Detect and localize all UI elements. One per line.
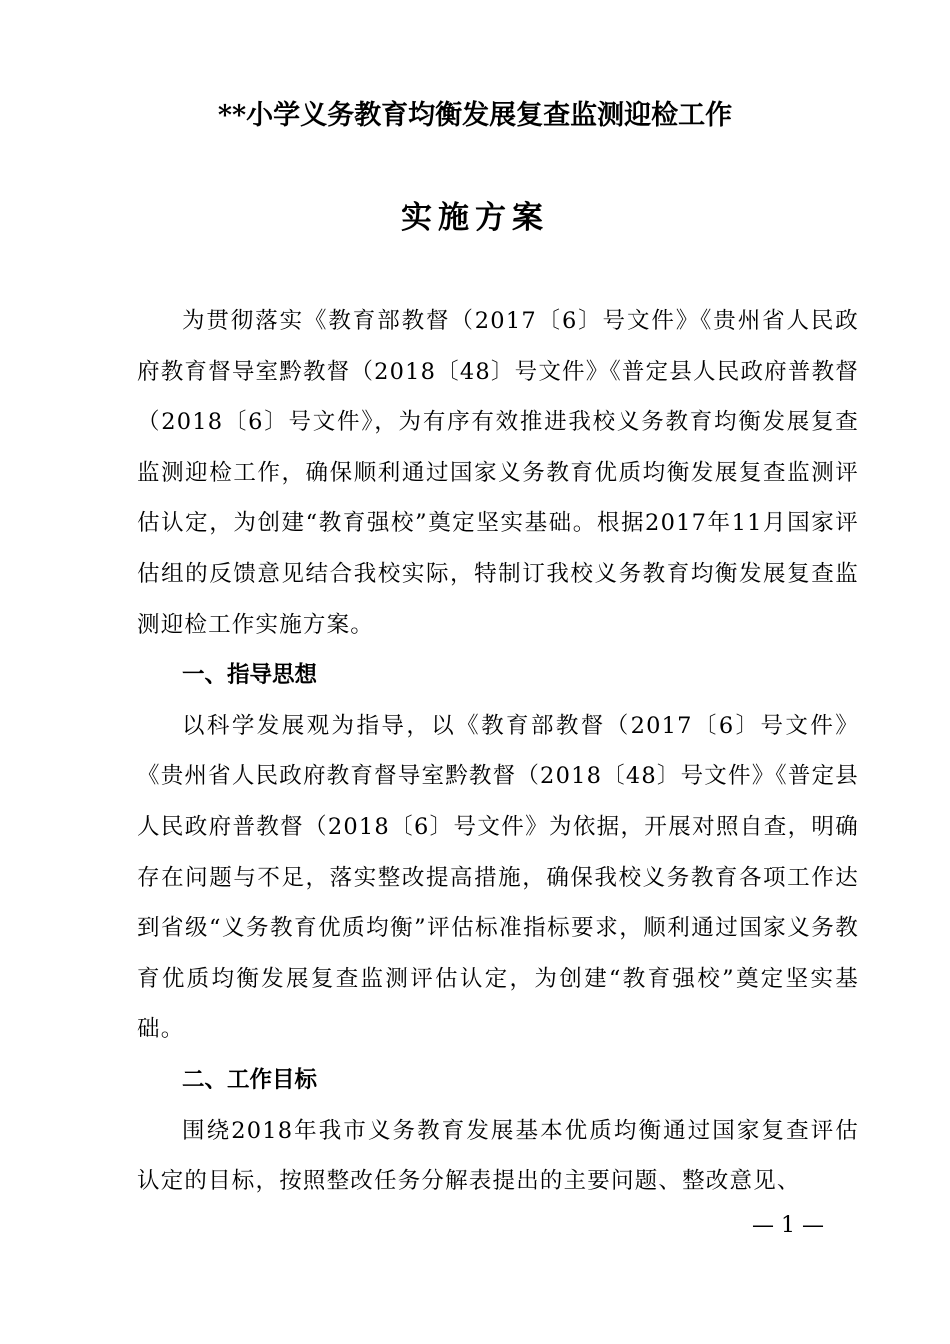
section-heading-guiding-ideology: 一、指导思想: [182, 662, 318, 689]
intro-paragraph: 为贯彻落实《教育部教督（2017〔6〕号文件》《贵州省人民政府教育督导室黔教督（2018〔48〕号文件》《普定县人民政府普教督（2018〔6〕号文件》，为有序有效推进我校义务教育均衡发展复查监测迎检工作，确保顺利通过国家义务教育优质均衡发展复查监测评估认定，为创建“教育强校”奠定坚实基础。根据2017年11月国家评估组的反馈意见结合我校实际，特制订我校义务教育均衡发展复查监测迎检工作实施方案。: [137, 308, 859, 638]
guiding-ideology-paragraph: 以科学发展观为指导，以《教育部教督（2017〔6〕号文件》《贵州省人民政府教育督导室黔教督（2018〔48〕号文件》《普定县人民政府普教督（2018〔6〕号文件》为依据，开展对照自查，明确存在问题与不足，落实整改提高措施，确保我校义务教育各项工作达到省级“义务教育优质均衡”评估标准指标要求，顺利通过国家义务教育优质均衡发展复查监测评估认定，为创建“教育强校”奠定坚实基础。: [137, 712, 859, 1043]
work-goals-paragraph: 围绕2018年我市义务教育发展基本优质均衡通过国家复查评估认定的目标，按照整改任务分解表提出的主要问题、整改意见、: [137, 1117, 859, 1195]
document-body: [137, 296, 859, 1207]
section-heading-work-goals: 二、工作目标: [182, 1066, 318, 1093]
document-title-line-1: **小学义务教育均衡发展复查监测迎检工作: [217, 100, 733, 131]
page-number: — 1 —: [752, 1213, 824, 1238]
document-title-line-2: 实施方案: [401, 200, 549, 236]
